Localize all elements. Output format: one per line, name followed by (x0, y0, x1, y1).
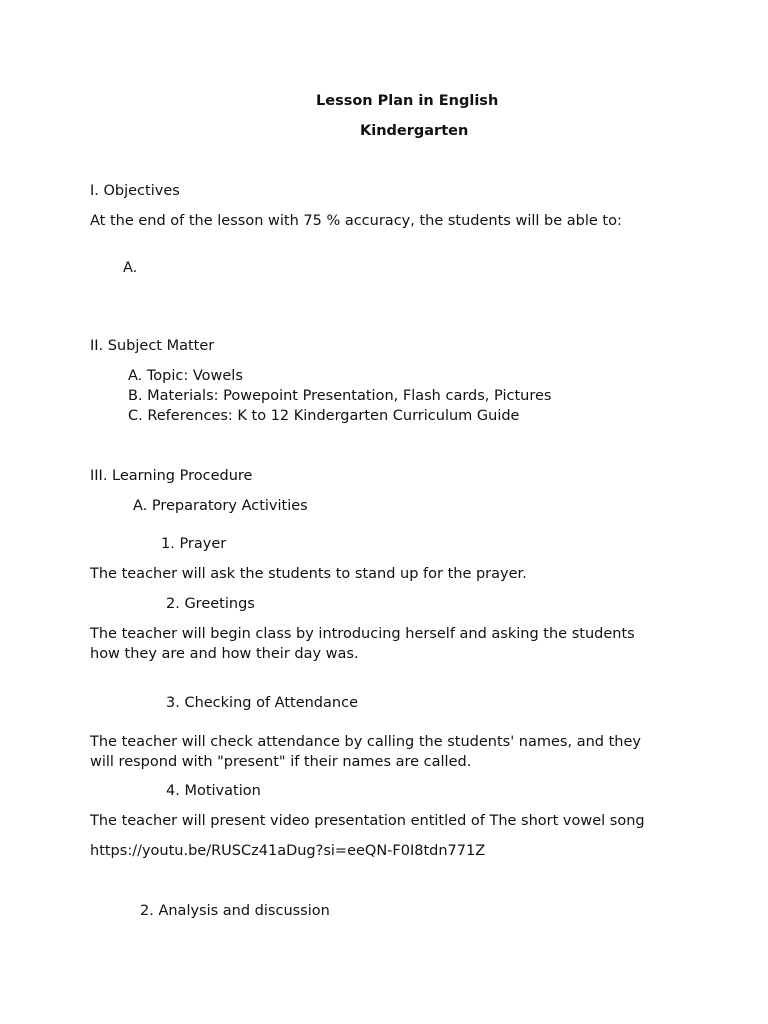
analysis-heading: 2. Analysis and discussion (140, 903, 330, 919)
prayer-text: The teacher will ask the students to stand up for the prayer. (90, 566, 527, 582)
document-subtitle: Kindergarten (360, 123, 469, 139)
subject-matter-materials: B. Materials: Powepoint Presentation, Flash cards, Pictures (128, 388, 552, 404)
preparatory-activities-heading: A. Preparatory Activities (133, 498, 308, 514)
greetings-text-line-1: The teacher will begin class by introducing herself and asking the students (90, 626, 635, 642)
greetings-label: 2. Greetings (166, 596, 255, 612)
objectives-heading: I. Objectives (90, 183, 180, 199)
attendance-text-line-1: The teacher will check attendance by calling the students' names, and they (90, 734, 641, 750)
motivation-video-link[interactable]: https://youtu.be/RUSCz41aDug?si=eeQN-F0I8tdn771Z (90, 843, 486, 859)
prayer-label: 1. Prayer (161, 536, 227, 552)
greetings-text-line-2: how they are and how their day was. (90, 646, 359, 662)
procedure-heading: III. Learning Procedure (90, 468, 253, 484)
motivation-label: 4. Motivation (166, 783, 261, 799)
subject-matter-heading: II. Subject Matter (90, 338, 215, 354)
motivation-text: The teacher will present video presentation entitled of The short vowel song (90, 813, 645, 829)
attendance-label: 3. Checking of Attendance (166, 695, 358, 711)
document-title: Lesson Plan in English (316, 93, 499, 109)
attendance-text-line-2: will respond with "present" if their names are called. (90, 754, 472, 770)
subject-matter-topic: A. Topic: Vowels (128, 368, 243, 384)
objective-item-a: A. (123, 260, 138, 276)
subject-matter-references: C. References: K to 12 Kindergarten Curriculum Guide (128, 408, 520, 424)
objectives-intro: At the end of the lesson with 75 % accuracy, the students will be able to: (90, 213, 622, 229)
